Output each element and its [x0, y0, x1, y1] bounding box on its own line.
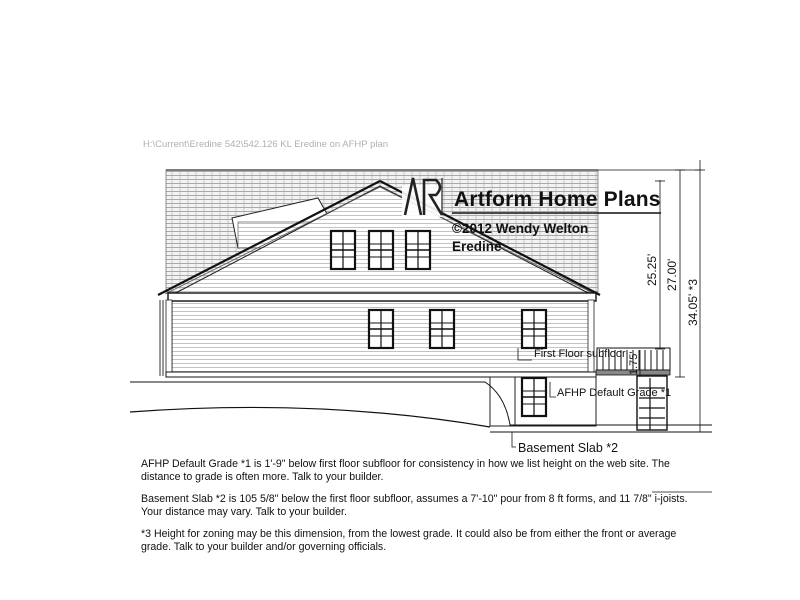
leader-basement-slab	[512, 432, 516, 447]
notes-block	[141, 458, 701, 563]
sloped-grade	[130, 407, 490, 427]
gable-window-2	[369, 231, 393, 269]
note-basement-slab: Basement Slab *2 is 105 5/8" below the first floor subfloor, assumes a 7'-10" pour from 8 ft forms, and 11 7/8" i-joists. Your distance may vary. Talk to your builder.	[141, 493, 688, 518]
note-default-grade: AFHP Default Grade *1 is 1'-9" below first floor subfloor for consistency in how we list height on the web site. The distance to grade is often more. Talk to your builder.	[141, 458, 670, 483]
file-path-caption: H:\Current\Eredine 542\542.126 KL Eredine on AFHP plan	[143, 139, 389, 150]
gable-window-1	[331, 231, 355, 269]
main-window-3	[522, 310, 546, 348]
gable-window-3	[406, 231, 430, 269]
basement-window	[522, 378, 546, 416]
brand-name: Artform Home Plans	[454, 188, 661, 211]
frieze-band	[168, 293, 596, 301]
main-window-2	[430, 310, 454, 348]
copyright-line-2: Eredine	[452, 239, 502, 254]
dimension-27-00: 27.00'	[665, 258, 679, 291]
label-default-grade: AFHP Default Grade *1	[557, 387, 672, 399]
label-basement-slab: Basement Slab *2	[518, 441, 619, 455]
dimension-1-75: 1.75'	[628, 351, 640, 375]
note-zoning-height: *3 Height for zoning may be this dimension, from the lowest grade. It could also be from either the front or average grade. Talk to your builder and/or governing officials.	[141, 528, 677, 553]
corner-trim-left	[166, 300, 172, 376]
dimension-25-25: 25.25'	[645, 253, 659, 286]
main-window-1	[369, 310, 393, 348]
corner-trim-right	[588, 300, 594, 376]
label-first-floor-subfloor: First Floor subfloor	[534, 348, 626, 360]
dimension-34-05: 34.05' *3	[686, 279, 700, 326]
copyright-line-1: ©2012 Wendy Welton	[452, 221, 589, 236]
water-table	[166, 372, 596, 377]
deck-post	[637, 376, 667, 430]
